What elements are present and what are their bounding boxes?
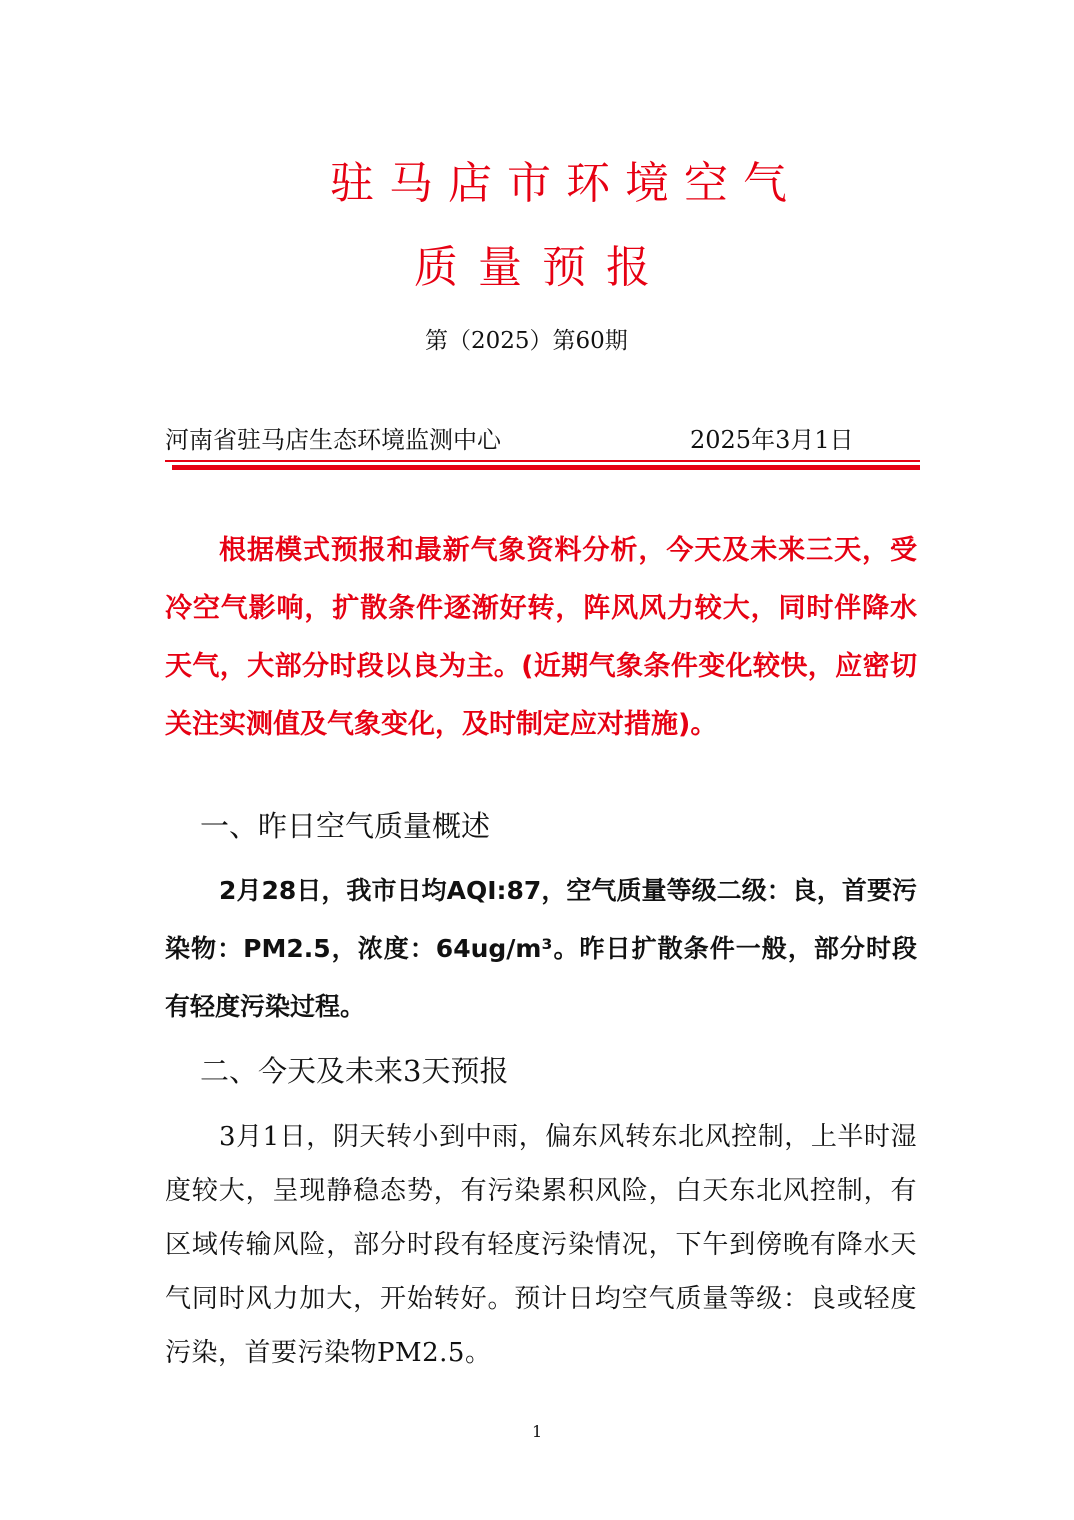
issuing-organization: 河南省驻马店生态环境监测中心 bbox=[165, 426, 501, 454]
header-divider-thick bbox=[172, 465, 920, 470]
issue-number: 第（2025）第60期 bbox=[425, 328, 628, 354]
section-heading-yesterday: 一、昨日空气质量概述 bbox=[200, 809, 491, 843]
page-number: 1 bbox=[532, 1422, 543, 1441]
header-divider-thin bbox=[165, 460, 920, 462]
report-title-line1: 驻马店市环境空气 bbox=[330, 158, 802, 209]
section-body-yesterday: 2月28日，我市日均AQI:87，空气质量等级二级：良，首要污染物：PM2.5，浓度：64ug/m³。昨日扩散条件一般，部分时段有轻度污染过程。 bbox=[165, 876, 917, 1021]
issue-date: 2025年3月1日 bbox=[690, 426, 854, 454]
section-heading-forecast: 二、今天及未来3天预报 bbox=[200, 1054, 509, 1088]
forecast-summary: 根据模式预报和最新气象资料分析，今天及未来三天，受冷空气影响，扩散条件逐渐好转，阵风风力较大，同时伴降水天气，大部分时段以良为主。(近期气象条件变化较快，应密切关注实测值及气象变化，及时制定应对措施)。 bbox=[165, 535, 917, 740]
section-body-forecast: 3月1日，阴天转小到中雨，偏东风转东北风控制，上半时湿度较大，呈现静稳态势，有污染累积风险，白天东北风控制，有区域传输风险，部分时段有轻度污染情况，下午到傍晚有降水天气同时风力加大，开始转好。预计日均空气质量等级：良或轻度污染，首要污染物PM2.5。 bbox=[165, 1122, 917, 1368]
report-title-line2: 质量预报 bbox=[414, 242, 670, 293]
